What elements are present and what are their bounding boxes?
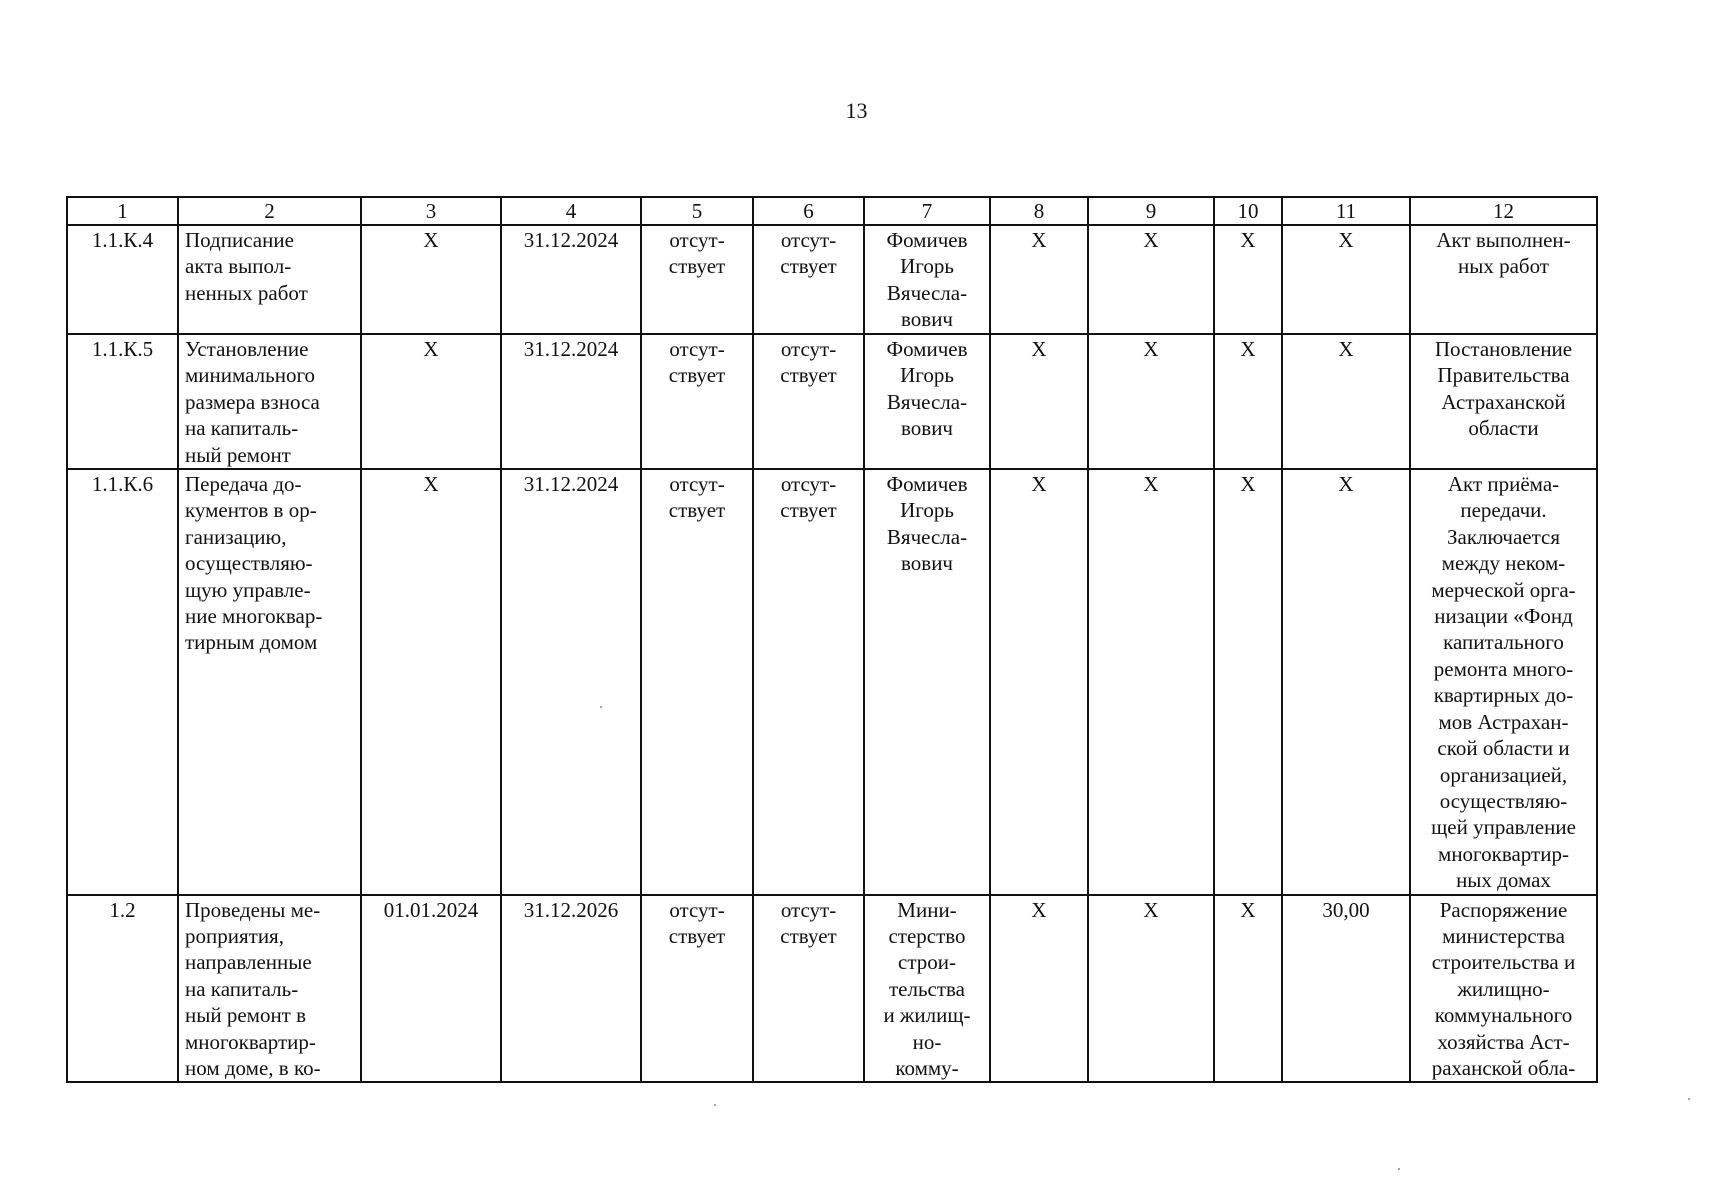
cell-line: Фомичев — [886, 228, 968, 252]
cell-col5 — [641, 334, 753, 469]
cell-line: размера взноса — [185, 389, 320, 414]
cell-line: тельства — [888, 976, 965, 1001]
cell-line: ствует — [780, 254, 837, 279]
col-header: 3 — [361, 197, 501, 225]
cell-line: отсут- — [669, 897, 725, 922]
cell-line: ганизацию, — [185, 524, 287, 549]
cell-line: роприятия, — [185, 923, 284, 948]
cell-number: 1.1.К.5 — [67, 334, 178, 469]
cell-line: ных работ — [1457, 254, 1549, 279]
cell-col11: X — [1282, 225, 1410, 334]
cell-line: коммунального — [1434, 1003, 1573, 1028]
cell-col8: X — [990, 895, 1088, 1083]
cell-line: отсут- — [780, 337, 837, 361]
table-row — [67, 895, 1597, 1083]
cell-line: отсут- — [669, 228, 725, 252]
scan-speck — [1398, 1168, 1400, 1170]
cell-end-date: 31.12.2026 — [501, 895, 641, 1083]
cell-line: вович — [901, 551, 953, 576]
cell-line: ствует — [668, 363, 726, 388]
cell-document — [1410, 334, 1597, 469]
cell-line: Правительства — [1437, 363, 1570, 388]
header-row — [67, 197, 1597, 225]
cell-line: ствует — [780, 923, 837, 948]
cell-line: Фомичев — [886, 337, 968, 361]
cell-line: ных домах — [1456, 868, 1551, 893]
cell-responsible — [864, 334, 990, 469]
cell-col8: X — [990, 225, 1088, 334]
scan-speck — [600, 706, 602, 708]
cell-line: ние многоквар- — [185, 604, 323, 629]
cell-line: капитального — [1443, 630, 1564, 655]
col-header: 12 — [1410, 197, 1597, 225]
cell-col5 — [641, 895, 753, 1083]
cell-col9: X — [1088, 225, 1214, 334]
cell-line: Установление — [185, 337, 309, 361]
cell-line: раханской обла- — [1431, 1055, 1576, 1080]
cell-col10: X — [1214, 469, 1282, 895]
plan-table — [66, 196, 1598, 1083]
cell-line: Мини- — [897, 897, 957, 922]
cell-line: Акт выполнен- — [1436, 228, 1571, 252]
cell-line: щую управле- — [185, 577, 311, 602]
cell-line: Астраханской — [1441, 389, 1566, 414]
cell-line: отсут- — [669, 337, 725, 361]
cell-line: мов Астрахан- — [1438, 709, 1569, 734]
cell-line: Фомичев — [886, 472, 968, 497]
scan-speck — [714, 1104, 716, 1106]
cell-line: вович — [901, 307, 953, 332]
cell-number: 1.1.К.6 — [67, 469, 178, 895]
cell-line: Постановление — [1434, 337, 1573, 361]
cell-line: ном доме, в ко- — [185, 1055, 321, 1080]
cell-line: Распоряжение — [1439, 897, 1568, 922]
cell-line: ствует — [780, 363, 837, 388]
cell-number: 1.1.К.4 — [67, 225, 178, 334]
cell-line: направленные — [185, 950, 312, 975]
cell-col11: X — [1282, 334, 1410, 469]
table-row — [67, 469, 1597, 895]
cell-col6 — [753, 469, 864, 895]
cell-col8: X — [990, 334, 1088, 469]
cell-line: стерство — [888, 923, 966, 948]
col-header: 2 — [178, 197, 361, 225]
cell-col5 — [641, 469, 753, 895]
cell-line: области — [1468, 416, 1539, 441]
cell-line: хозяйства Аст- — [1437, 1029, 1570, 1054]
cell-col10: X — [1214, 225, 1282, 334]
cell-responsible — [864, 225, 990, 334]
cell-line: мерческой орга- — [1431, 577, 1576, 602]
cell-line: между неком- — [1441, 551, 1566, 576]
cell-col10: X — [1214, 334, 1282, 469]
cell-col9: X — [1088, 469, 1214, 895]
cell-line: отсут- — [780, 897, 837, 922]
cell-col5 — [641, 225, 753, 334]
cell-measure — [178, 895, 361, 1083]
cell-col6 — [753, 225, 864, 334]
cell-line: на капиталь- — [185, 416, 299, 441]
col-header: 10 — [1214, 197, 1282, 225]
cell-line: передачи. — [1460, 498, 1547, 523]
cell-col9: X — [1088, 334, 1214, 469]
scan-speck — [1688, 1098, 1690, 1100]
cell-col10: X — [1214, 895, 1282, 1083]
cell-line: отсут- — [780, 228, 837, 252]
cell-line: министерства — [1442, 923, 1565, 948]
cell-line: низации «Фонд — [1434, 604, 1573, 629]
cell-line: Передача до- — [185, 472, 302, 497]
col-header: 9 — [1088, 197, 1214, 225]
cell-line: ный ремонт в — [185, 1003, 307, 1028]
cell-line: Заключается — [1446, 524, 1561, 549]
cell-line: строи- — [898, 950, 956, 975]
cell-line: Игорь — [900, 498, 954, 523]
cell-line: жилищно- — [1457, 976, 1550, 1001]
col-header: 4 — [501, 197, 641, 225]
col-header: 5 — [641, 197, 753, 225]
cell-line: ской области и — [1437, 736, 1570, 761]
table-row — [67, 334, 1597, 469]
cell-col11: X — [1282, 469, 1410, 895]
cell-line: строительства и — [1431, 950, 1576, 975]
cell-col6 — [753, 334, 864, 469]
cell-responsible — [864, 895, 990, 1083]
cell-col11: 30,00 — [1282, 895, 1410, 1083]
cell-line: ствует — [780, 498, 837, 523]
cell-line: ный ремонт — [185, 442, 291, 467]
cell-line: ствует — [668, 923, 726, 948]
cell-col6 — [753, 895, 864, 1083]
cell-line: тирным домом — [185, 630, 318, 655]
cell-document — [1410, 469, 1597, 895]
cell-line: вович — [901, 416, 953, 441]
cell-line: Подписание — [185, 228, 294, 252]
col-header: 6 — [753, 197, 864, 225]
cell-end-date: 31.12.2024 — [501, 225, 641, 334]
cell-line: и жилищ- — [883, 1003, 971, 1028]
cell-line: квартирных до- — [1433, 683, 1574, 708]
cell-start-date: X — [361, 469, 501, 895]
cell-responsible — [864, 469, 990, 895]
cell-line: Акт приёма- — [1447, 472, 1560, 497]
cell-start-date: 01.01.2024 — [361, 895, 501, 1083]
table-row — [67, 225, 1597, 334]
cell-line: минимального — [185, 363, 316, 388]
cell-line: на капиталь- — [185, 976, 299, 1001]
col-header: 7 — [864, 197, 990, 225]
col-header: 8 — [990, 197, 1088, 225]
cell-document — [1410, 225, 1597, 334]
cell-line: ствует — [668, 254, 726, 279]
cell-measure — [178, 334, 361, 469]
cell-line: осуществляю- — [1439, 788, 1568, 813]
cell-line: Вячесла- — [886, 280, 968, 305]
cell-col8: X — [990, 469, 1088, 895]
cell-line: но- — [912, 1029, 942, 1054]
cell-end-date: 31.12.2024 — [501, 469, 641, 895]
cell-line: многоквартир- — [1438, 841, 1569, 866]
cell-line: Игорь — [900, 254, 954, 279]
cell-measure — [178, 225, 361, 334]
cell-end-date: 31.12.2024 — [501, 334, 641, 469]
cell-line: акта выпол- — [185, 254, 292, 279]
page-number: 13 — [845, 98, 868, 123]
cell-line: щей управление — [1431, 815, 1576, 840]
cell-line: многоквартир- — [185, 1029, 316, 1054]
cell-line: комму- — [895, 1055, 959, 1080]
cell-number: 1.2 — [67, 895, 178, 1083]
cell-line: осуществляю- — [185, 551, 313, 576]
cell-line: Вячесла- — [886, 524, 968, 549]
cell-line: Игорь — [900, 363, 954, 388]
col-header: 1 — [67, 197, 178, 225]
cell-document — [1410, 895, 1597, 1083]
cell-line: ненных работ — [185, 280, 308, 305]
cell-line: ремонта много- — [1433, 656, 1574, 681]
cell-col9: X — [1088, 895, 1214, 1083]
cell-line: Вячесла- — [886, 389, 968, 414]
cell-line: ствует — [668, 498, 726, 523]
cell-start-date: X — [361, 225, 501, 334]
cell-line: организацией, — [1439, 762, 1568, 787]
col-header: 11 — [1282, 197, 1410, 225]
cell-line: Проведены ме- — [185, 897, 321, 922]
cell-line: кументов в ор- — [185, 498, 317, 523]
cell-start-date: X — [361, 334, 501, 469]
cell-line: отсут- — [669, 472, 725, 497]
cell-line: отсут- — [780, 472, 837, 497]
cell-measure — [178, 469, 361, 895]
